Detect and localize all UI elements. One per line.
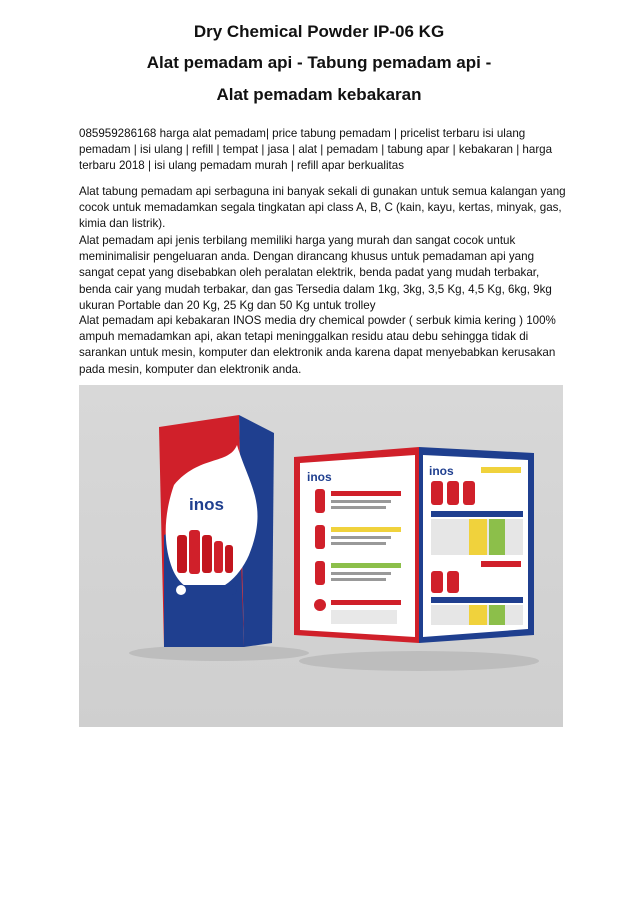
inner-right-logo: inos bbox=[429, 464, 454, 478]
document-title-line-2: Alat pemadam api - Tabung pemadam api - bbox=[146, 53, 492, 72]
inner-shadow bbox=[299, 651, 539, 671]
document-title-line-3: Alat pemadam kebakaran bbox=[216, 85, 422, 104]
brochure-cover bbox=[159, 415, 274, 647]
brochure-photo bbox=[79, 385, 563, 727]
brochure-inner-spread bbox=[294, 447, 534, 643]
inner-left-logo: inos bbox=[307, 470, 332, 484]
cover-logo: inos bbox=[189, 495, 224, 514]
document-title-line-1: Dry Chemical Powder IP-06 KG bbox=[193, 22, 445, 41]
paragraph-keywords: 085959286168 harga alat pemadam| price tabung pemadam | pricelist terbaru isi ulang pemadam | isi ulang | refill | tempat | jasa | alat | pemadam | tabung apar | kebakaran | harga terbaru 2018 | isi ulang pemadam murah | refill apar berkualitas bbox=[79, 127, 553, 173]
paragraph-price-sizes: Alat pemadam api jenis terbilang memiliki harga yang murah dan sangat cocok untuk meminimalisir pengeluaran anda. Dengan dirancang khusus untuk pemadaman api yang sangat cepat yang disebabkan oleh peralatan elektrik, benda padat yang mudah terbakar, benda cair yang mudah terbakar, dan gas Tersedia dalam 1kg, 3kg, 3,5 Kg, 4,5 Kg, 6kg, 9kg ukuran Portable dan 20 Kg, 25 Kg dan 50 Kg untuk trolley bbox=[79, 234, 552, 312]
paragraph-usage: Alat tabung pemadam api serbaguna ini banyak sekali di gunakan untuk semua kalangan yang cocok untuk memadamkan segala tingkatan api class A, B, C (kain, kayu, kertas, minyak, gas, kimia dan listrik). bbox=[79, 185, 566, 231]
paragraph-inos-warning: Alat pemadam api kebakaran INOS media dry chemical powder ( serbuk kimia kering ) 100% ampuh memadamkan api, akan tetapi meninggalkan residu atau debu sehingga tidak di sarankan untuk mesin, komputer dan elektronik anda karena dapat menyebabkan kerusakan pada mesin, komputer dan elektronik anda. bbox=[79, 314, 556, 376]
cover-shadow bbox=[129, 645, 309, 661]
brochure-illustration bbox=[79, 385, 563, 727]
